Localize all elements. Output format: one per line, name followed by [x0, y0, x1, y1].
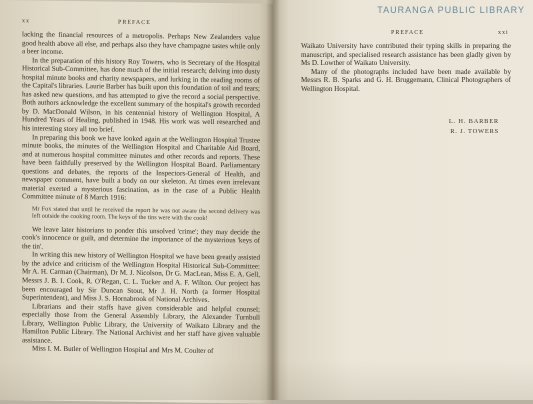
library-stamp: TAURANGA PUBLIC LIBRARY [377, 5, 525, 15]
right-page-number: xxi [498, 30, 509, 36]
right-body-text [301, 42, 511, 93]
signatory-2: R. J. TOWERS [450, 128, 499, 135]
paragraph: In preparing this book we have looked again at the Wellington Hospital Trustee minute books, the minutes of the Wellington Hospital and Charitable Aid Board, and at numerous hospital committee minutes and other records and reports. These have been faithfully preserved by the Wellington Hospital Board. Parliamentary questions and debates, the reports of the Inspectors-General of Health, and newspaper comment, have built a body on our skeleton. At times even irrelevant material exerted a mysterious fascination, as in the case of a Public Health Committee minute of 8 March 1916: [22, 133, 260, 203]
left-body-text [22, 30, 260, 356]
paragraph: In writing this new history of Wellington Hospital we have been greatly assisted by the advice and criticism of the Wellington Hospital Historical Sub-Committee: Mr A. H. Carman (Chairman), Dr M. J. Nicolson, Dr G. MacLean, Miss E. A. Gell, Messrs J. B. I. Cook, R. O'Regan, C. L. Tucker and A. F. Wilton. Our project has been encouraged by Sir Duncan Stout, Mr J. H. North (a former Hospital Superintendent), and Miss J. S. Hornabrook of National Archives. [22, 250, 260, 305]
paragraph: Miss I. M. Butler of Wellington Hospital and Mrs M. Coulter of [32, 344, 214, 356]
paragraph: We leave later historians to ponder this unsolved 'crime'; they may decide the cook's innocence or guilt, and determine the importance of the mysterious 'keys of the tin'. [22, 225, 260, 251]
right-page [273, 0, 533, 400]
right-running-head: PREFACE [391, 30, 424, 36]
page-shadow [0, 360, 533, 400]
book-gutter [266, 0, 280, 400]
paragraph: Many of the photographs included have been made available by Messrs R. B. Sparks and G. H. Bruggemann, Clinical Photographers of Wellington Hospital. [301, 67, 511, 93]
paragraph: lacking the financial resources of a metropolis. Perhaps New Zealanders value good health above all else, and perhaps also they have champagne tastes while only a beer income. [22, 30, 260, 56]
block-quote: Mr Fox stated that until he received the report he was not aware the second delivery was left outside the cooking room. The keys of the tins were with the cook! [32, 205, 260, 223]
left-page-number: xx [22, 18, 30, 25]
paragraph: In the preparation of this history Roy Towers, who is Secretary of the Hospital Historical Sub-Committee, has done much of the initial research; delving into dusty hospital minute books and charity newspapers, and lurking in the reading rooms of the Capital's libraries. Laurie Barber has built upon this foundation of toil and tears; has asked new questions, and has attempted to give the record a social perspective. Both authors acknowledge the excellent summary of the hospital's growth recorded by D. MacDonald Wilson, in his centennial history of Wellington Hospital, A Hundred Years of Healing, published in 1948. His work was well researched and his interesting story all too brief. [22, 56, 260, 134]
signatory-1: L. H. BARBER [448, 118, 499, 125]
paragraph: Waikato University have contributed their typing skills in preparing the manuscript, and specialised research assistance has been gladly given by Ms D. Lowther of Waikato University. [301, 42, 511, 68]
paragraph: Librarians and their staffs have given considerable and helpful counsel; especially those from the General Assembly Library, the Alexander Turnbull Library, Wellington Public Library, the University of Waikato Library and the Hamilton Public Library. The National Archivist and her staff have given valuable assistance. [22, 302, 260, 345]
left-running-head: PREFACE [118, 19, 151, 27]
